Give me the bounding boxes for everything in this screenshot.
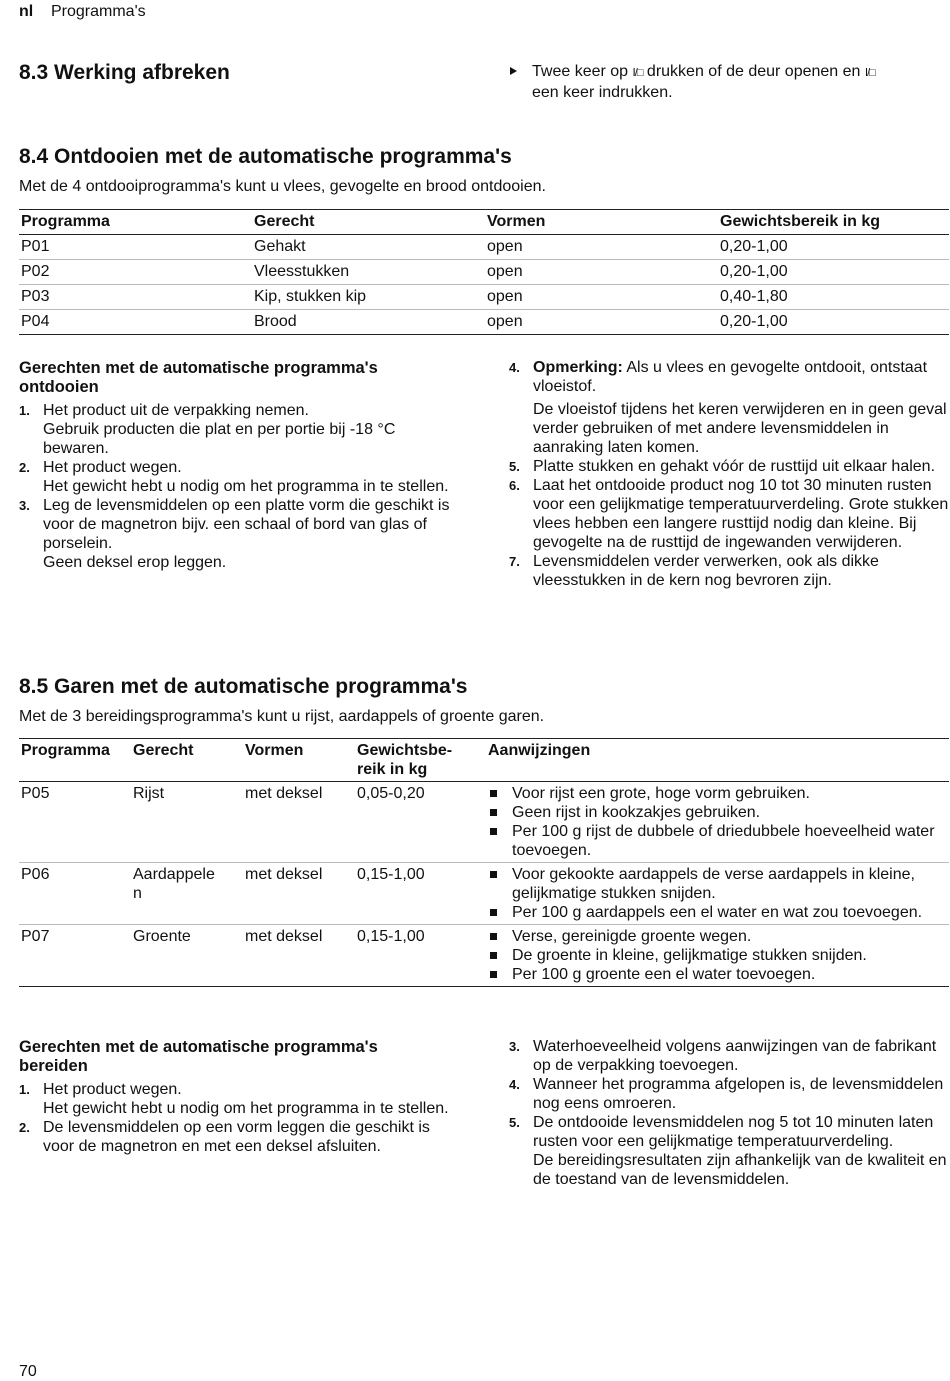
section-8-5-title: 8.5 Garen met de automatische programma's xyxy=(19,675,468,698)
table-cell xyxy=(486,925,949,987)
table-header-row xyxy=(19,739,949,782)
table-cell: 0,15-1,00 xyxy=(355,863,486,925)
table-cell: Groente xyxy=(131,925,243,987)
table-cell: met deksel xyxy=(243,782,355,863)
table-row xyxy=(19,260,949,285)
list-item: 2. Het product wegen. Het gewicht hebt u nodig om het programma in te stellen. xyxy=(19,459,449,495)
list-item: 5. De ontdooide levensmiddelen nog 5 tot 10 minuten laten rusten voor een gelijkmatige temperatuurverdeling. De bereidingsresultaten zijn afhankelijk van de kwaliteit en de toestand van de levensmiddelen. xyxy=(509,1114,947,1188)
table-cell: P02 xyxy=(19,260,252,285)
list-item: 3. Waterhoeveelheid volgens aanwijzingen van de fabrikant op de verpakking toevoegen. xyxy=(509,1038,937,1074)
list-item: 6. Laat het ontdooide product nog 10 tot 30 minuten rusten voor een gelijkmatige temperatuurverdeling. Grote stukken vlees hebben een langere rusttijd nodig dan kleine. Bij gevogelte na de rusttijd de ingewanden verwijderen. xyxy=(509,477,949,551)
table-row xyxy=(19,235,949,260)
table-cell: Rijst xyxy=(131,782,243,863)
table-cell: 0,05-0,20 xyxy=(355,782,486,863)
table-cell: 0,20-1,00 xyxy=(718,235,949,260)
list-item: 2. De levensmiddelen op een vorm leggen die geschikt is voor de magnetron en met een deksel afsluiten. xyxy=(19,1119,430,1155)
cooking-steps-list-continued xyxy=(509,1037,950,1189)
table-cell: P03 xyxy=(19,285,252,310)
table-cell xyxy=(486,782,949,863)
table-cell: 0,15-1,00 xyxy=(355,925,486,987)
table-cell: Kip, stukken kip xyxy=(252,285,485,310)
table-cell: open xyxy=(485,260,718,285)
table-row xyxy=(19,285,949,310)
defrost-steps-list xyxy=(19,401,459,572)
table-header-row xyxy=(19,210,949,235)
list-item: 4. Wanneer het programma afgelopen is, de levensmiddelen nog eens omroeren. xyxy=(509,1076,944,1112)
start-stop-symbol-icon: Ⅰ/□ xyxy=(632,67,643,79)
table-cell: Brood xyxy=(252,310,485,335)
list-item: Geen rijst in kookzakjes gebruiken. xyxy=(488,803,949,822)
table-cell xyxy=(486,863,949,925)
defrost-steps-list-continued xyxy=(509,358,950,590)
section-8-4-title: 8.4 Ontdooien met de automatische programma's xyxy=(19,145,512,168)
list-item: 7. Levensmiddelen verder verwerken, ook als dikke vleesstukken in de kern nog bevroren zijn. xyxy=(509,553,879,589)
cooking-steps-subtitle: Gerechten met de automatische programma's bereiden xyxy=(19,1038,378,1075)
column-header: Programma xyxy=(19,739,131,782)
list-item: Voor gekookte aardappels de verse aardappels in kleine, gelijkmatige stukken snijden. xyxy=(488,865,949,903)
table-cell: open xyxy=(485,310,718,335)
column-header: Aanwijzingen xyxy=(486,739,949,782)
list-item: De groente in kleine, gelijkmatige stukken snijden. xyxy=(488,946,949,965)
table-row xyxy=(19,782,949,863)
column-header: Gerecht xyxy=(131,739,243,782)
instruction-item xyxy=(510,62,950,102)
cooking-steps-list xyxy=(19,1080,449,1156)
table-cell: P07 xyxy=(19,925,131,987)
table-cell: open xyxy=(485,285,718,310)
table-cell: met deksel xyxy=(243,925,355,987)
defrost-steps-subtitle: Gerechten met de automatische programma's ontdooien xyxy=(19,359,378,396)
column-header: Gewichtsbe-reik in kg xyxy=(355,739,486,782)
table-cell: met deksel xyxy=(243,863,355,925)
defrost-program-table xyxy=(19,209,949,335)
language-code: nl xyxy=(19,3,34,20)
list-item: 4. Opmerking: Als u vlees en gevogelte ontdooit, ontstaat vloeistof. De vloeistof tijdens het keren verwijderen en in geen geval verder gebruiken of met andere levensmiddelen in aanraking laten komen. xyxy=(509,359,947,456)
table-cell: P01 xyxy=(19,235,252,260)
list-item: Per 100 g groente een el water toevoegen. xyxy=(488,965,949,984)
list-item: 5. Platte stukken en gehakt vóór de rusttijd uit elkaar halen. xyxy=(509,458,936,475)
list-item: 1. Het product uit de verpakking nemen. Gebruik producten die plat en per portie bij -18 °C bewaren. xyxy=(19,402,396,457)
table-cell: 0,20-1,00 xyxy=(718,310,949,335)
table-row xyxy=(19,310,949,335)
list-item: Per 100 g aardappels een el water en wat zou toevoegen. xyxy=(488,903,949,922)
list-item: Verse, gereinigde groente wegen. xyxy=(488,927,949,946)
table-cell: Aardappelen xyxy=(131,863,243,925)
table-cell: P06 xyxy=(19,863,131,925)
list-item: Voor rijst een grote, hoge vorm gebruiken. xyxy=(488,784,949,803)
page-number: 70 xyxy=(19,1363,37,1380)
table-cell: open xyxy=(485,235,718,260)
column-header: Vormen xyxy=(485,210,718,235)
start-stop-symbol-icon: Ⅰ/□ xyxy=(864,67,875,79)
triangle-bullet-icon xyxy=(510,67,517,75)
section-8-5-intro: Met de 3 bereidingsprogramma's kunt u rijst, aardappels of groente garen. xyxy=(19,708,545,725)
table-cell: Vleesstukken xyxy=(252,260,485,285)
column-header: Programma xyxy=(19,210,252,235)
list-item: 1. Het product wegen. Het gewicht hebt u nodig om het programma in te stellen. xyxy=(19,1081,449,1117)
table-cell: Gehakt xyxy=(252,235,485,260)
table-row xyxy=(19,925,949,987)
column-header: Vormen xyxy=(243,739,355,782)
list-item: Per 100 g rijst de dubbele of driedubbele hoeveelheid water toevoegen. xyxy=(488,822,949,860)
table-cell: P04 xyxy=(19,310,252,335)
list-item: 3. Leg de levensmiddelen op een platte vorm die geschikt is voor de magnetron bijv. een schaal of bord van glas of porselein. Geen deksel erop leggen. xyxy=(19,497,450,571)
table-row xyxy=(19,863,949,925)
section-8-4-intro: Met de 4 ontdooiprogramma's kunt u vlees, gevogelte en brood ontdooien. xyxy=(19,178,546,195)
column-header: Gerecht xyxy=(252,210,485,235)
table-cell: P05 xyxy=(19,782,131,863)
cooking-program-table xyxy=(19,738,949,987)
section-8-3-title: 8.3 Werking afbreken xyxy=(19,61,230,84)
table-cell: 0,20-1,00 xyxy=(718,260,949,285)
column-header: Gewichtsbereik in kg xyxy=(718,210,949,235)
table-cell: 0,40-1,80 xyxy=(718,285,949,310)
instruction-text: Twee keer op Ⅰ/□ drukken of de deur openen en Ⅰ/□ een keer indrukken. xyxy=(532,63,875,101)
running-header: Programma's xyxy=(51,3,146,20)
